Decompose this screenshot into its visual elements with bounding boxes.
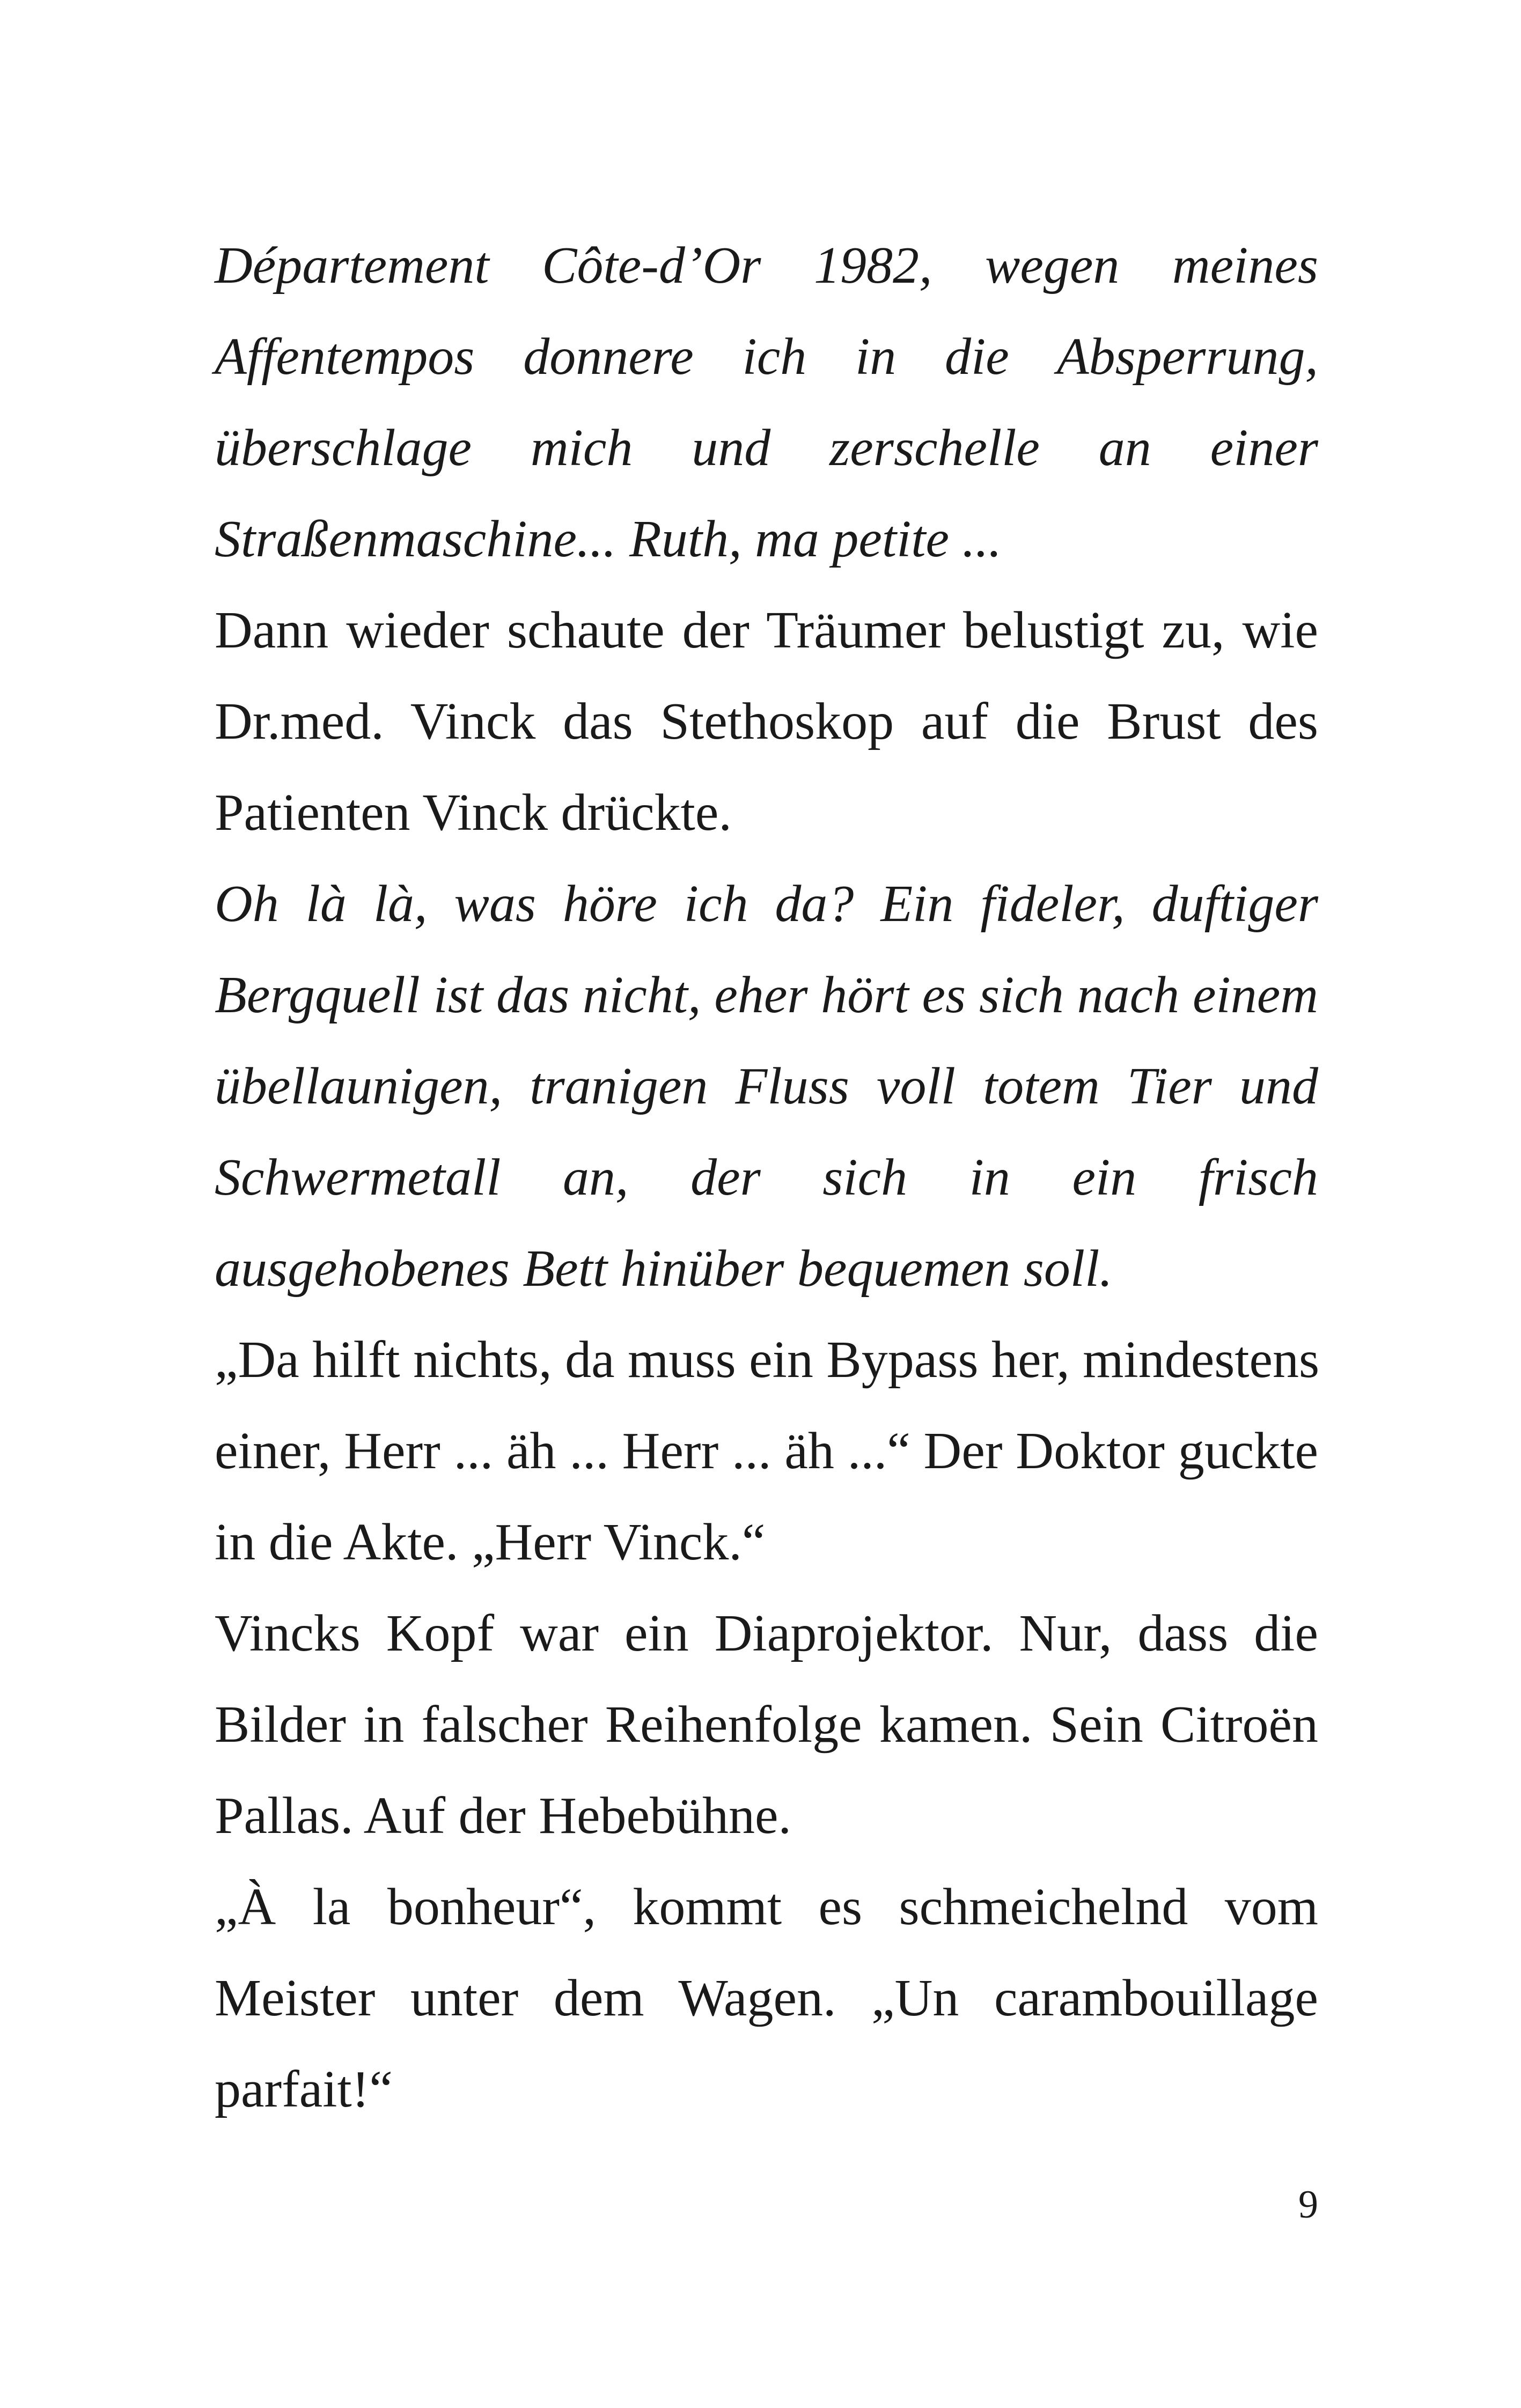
text-line: übellaunigen, tranigen Fluss voll totem Tier und — [215, 1057, 1318, 1115]
text-line: parfait!“ — [215, 2060, 393, 2118]
text-line: Bergquell ist das nicht, eher hört es sich nach einem — [215, 966, 1318, 1024]
text-line: Affentempos donnere ich in die Absperrung, — [215, 328, 1318, 386]
text-line: Vincks Kopf war ein Diaprojektor. Nur, dass die — [215, 1604, 1318, 1662]
text-line: Bilder in falscher Reihenfolge kamen. Sein Citroën — [215, 1696, 1318, 1754]
text-line: Dann wieder schaute der Träumer belustigt zu, wie — [215, 601, 1318, 659]
text-line: einer, Herr ... äh ... Herr ... äh ...“ Der Doktor guckte — [215, 1422, 1318, 1480]
text-line: Dr.med. Vinck das Stethoskop auf die Brust des — [215, 693, 1318, 750]
text-line: in die Akte. „Herr Vinck.“ — [215, 1513, 766, 1571]
text-line: Oh là là, was höre ich da? Ein fideler, duftiger — [215, 875, 1318, 933]
page-number: 9 — [1298, 2183, 1318, 2227]
text-line: Pallas. Auf der Hebebühne. — [215, 1787, 791, 1845]
text-line: ausgehobenes Bett hinüber bequemen soll. — [215, 1240, 1113, 1298]
text-line: Straßenmaschine... Ruth, ma petite ... — [215, 510, 1002, 568]
text-line: „À la bonheur“, kommt es schmeichelnd vom — [215, 1878, 1318, 1936]
text-line: Schwermetall an, der sich in ein frisch — [215, 1148, 1318, 1206]
text-line: Département Côte-d’Or 1982, wegen meines — [215, 237, 1318, 294]
text-line: Meister unter dem Wagen. „Un carambouillage — [215, 1969, 1318, 2027]
text-line: „Da hilft nichts, da muss ein Bypass her, mindestens — [215, 1331, 1320, 1389]
text-line: überschlage mich und zerschelle an einer — [215, 419, 1318, 477]
text-line: Patienten Vinck drückte. — [215, 784, 732, 842]
